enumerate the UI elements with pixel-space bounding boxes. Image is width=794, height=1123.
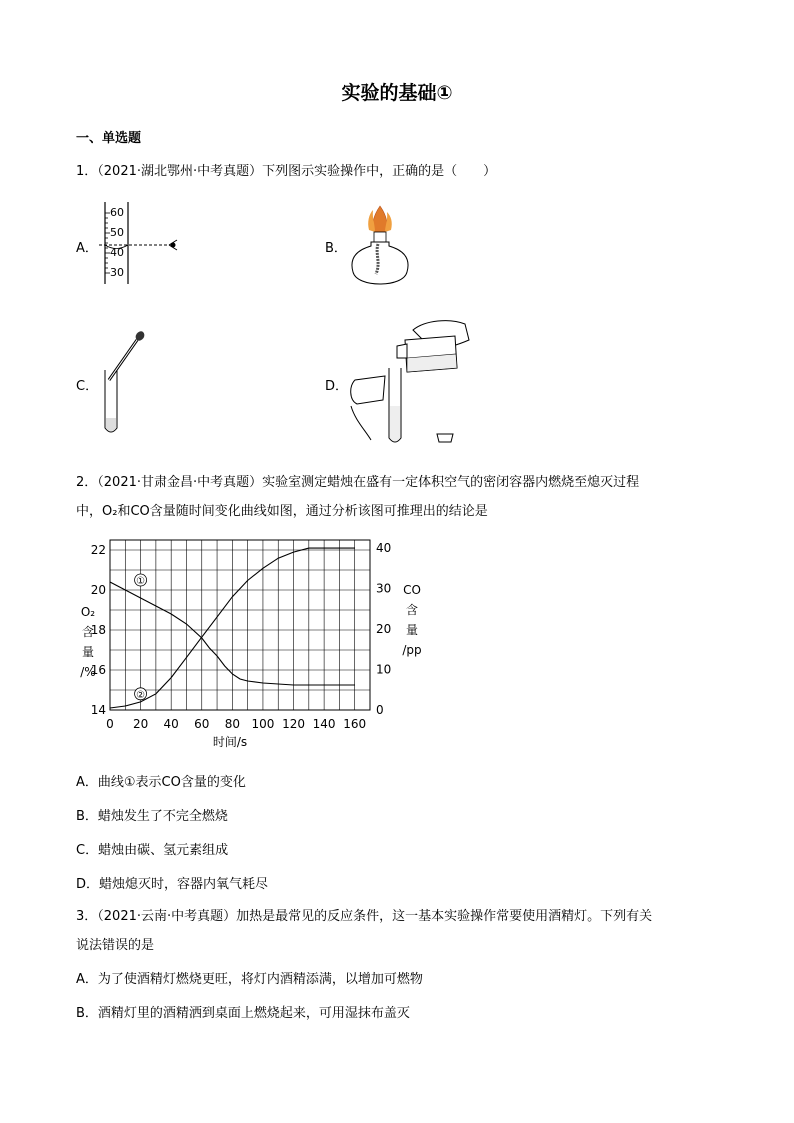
question-2-stem-line2: 中，O₂和CO含量随时间变化曲线如图，通过分析该图可推理出的结论是 (76, 504, 488, 519)
q2-option-a: A．曲线①表示CO含量的变化 (76, 775, 246, 790)
y-right-axis-label: 量 (405, 623, 419, 637)
o2-co-chart (70, 530, 430, 755)
x-tick-label: 60 (194, 717, 210, 731)
x-axis-label: 时间/s (212, 735, 248, 749)
graduated-cylinder-figure (95, 200, 190, 288)
q2-option-d: D．蜡烛熄灭时，容器内氧气耗尽 (76, 877, 269, 892)
alcohol-lamp-figure (345, 200, 415, 290)
question-3-stem-line1: 3．（2021·云南·中考真题）加热是最常见的反应条件，这一基本实验操作常要使用酒精灯。下列有关 (76, 909, 653, 924)
series-label-2: ② (136, 689, 146, 701)
x-tick-label: 140 (312, 717, 336, 731)
x-tick-label: 80 (224, 717, 240, 731)
y-right-axis-label: /pp (402, 643, 422, 657)
y-right-tick-label: 20 (376, 622, 392, 637)
y-right-axis-label: CO (403, 583, 421, 597)
y-left-tick-label: 14 (90, 703, 106, 717)
section-heading: 一、单选题 (76, 131, 142, 146)
y-left-tick-label: 22 (90, 543, 106, 557)
y-left-axis-label: /% (80, 665, 96, 679)
question-1-stem: 1．（2021·湖北鄂州·中考真题）下列图示实验操作中，正确的是（ ） (76, 164, 497, 179)
q1-option-c-label: C． (76, 379, 99, 394)
y-right-axis-label: 含 (405, 603, 419, 617)
y-left-axis-label: 量 (81, 645, 95, 659)
eye-icon (169, 240, 177, 250)
x-tick-label: 120 (282, 717, 305, 731)
series-label-1: ① (136, 576, 146, 587)
x-tick-label: 40 (163, 717, 179, 731)
x-tick-label: 160 (343, 717, 367, 731)
y-left-axis-label: O₂ (80, 605, 96, 619)
page-title: 实验的基础① (341, 82, 453, 104)
q3-option-b: B．酒精灯里的酒精洒到桌面上燃烧起来，可用湿抹布盖灭 (76, 1006, 410, 1021)
question-2-stem-line1: 2．（2021·甘肃金昌·中考真题）实验室测定蜡烛在盛有一定体积空气的密闭容器内燃烧至熄灭过程 (76, 475, 640, 490)
cylinder-tick-60: 60 (110, 206, 124, 219)
y-right-tick-label: 40 (376, 541, 392, 556)
x-tick-label: 100 (251, 717, 275, 731)
cylinder-tick-30: 30 (110, 266, 124, 279)
q3-option-a: A．为了使酒精灯燃烧更旺，将灯内酒精添满，以增加可燃物 (76, 972, 423, 987)
cylinder-tick-50: 50 (110, 226, 124, 239)
cylinder-tick-40: 40 (110, 246, 124, 259)
q1-option-b-label: B． (325, 241, 347, 256)
q2-option-b: B．蜡烛发生了不完全燃烧 (76, 809, 228, 824)
question-3-stem-line2: 说法错误的是 (76, 938, 155, 953)
y-right-tick-label: 0 (376, 703, 384, 717)
y-left-axis-label: 含 (81, 625, 95, 639)
dropper-in-tube-figure (95, 330, 155, 440)
y-right-tick-label: 30 (376, 581, 392, 596)
y-left-tick-label: 20 (90, 583, 106, 597)
chart-ticks (91, 541, 392, 731)
x-tick-label: 0 (106, 717, 114, 731)
q1-option-a-label: A． (76, 241, 98, 256)
q1-option-d-label: D． (325, 379, 349, 394)
y-left-tick-label: 18 (90, 623, 106, 637)
q2-option-c: C．蜡烛由碳、氢元素组成 (76, 843, 229, 858)
y-right-tick-label: 10 (376, 662, 392, 677)
y-left-tick-label: 16 (90, 663, 106, 677)
x-tick-label: 20 (132, 717, 149, 731)
pouring-liquid-figure (345, 310, 475, 450)
